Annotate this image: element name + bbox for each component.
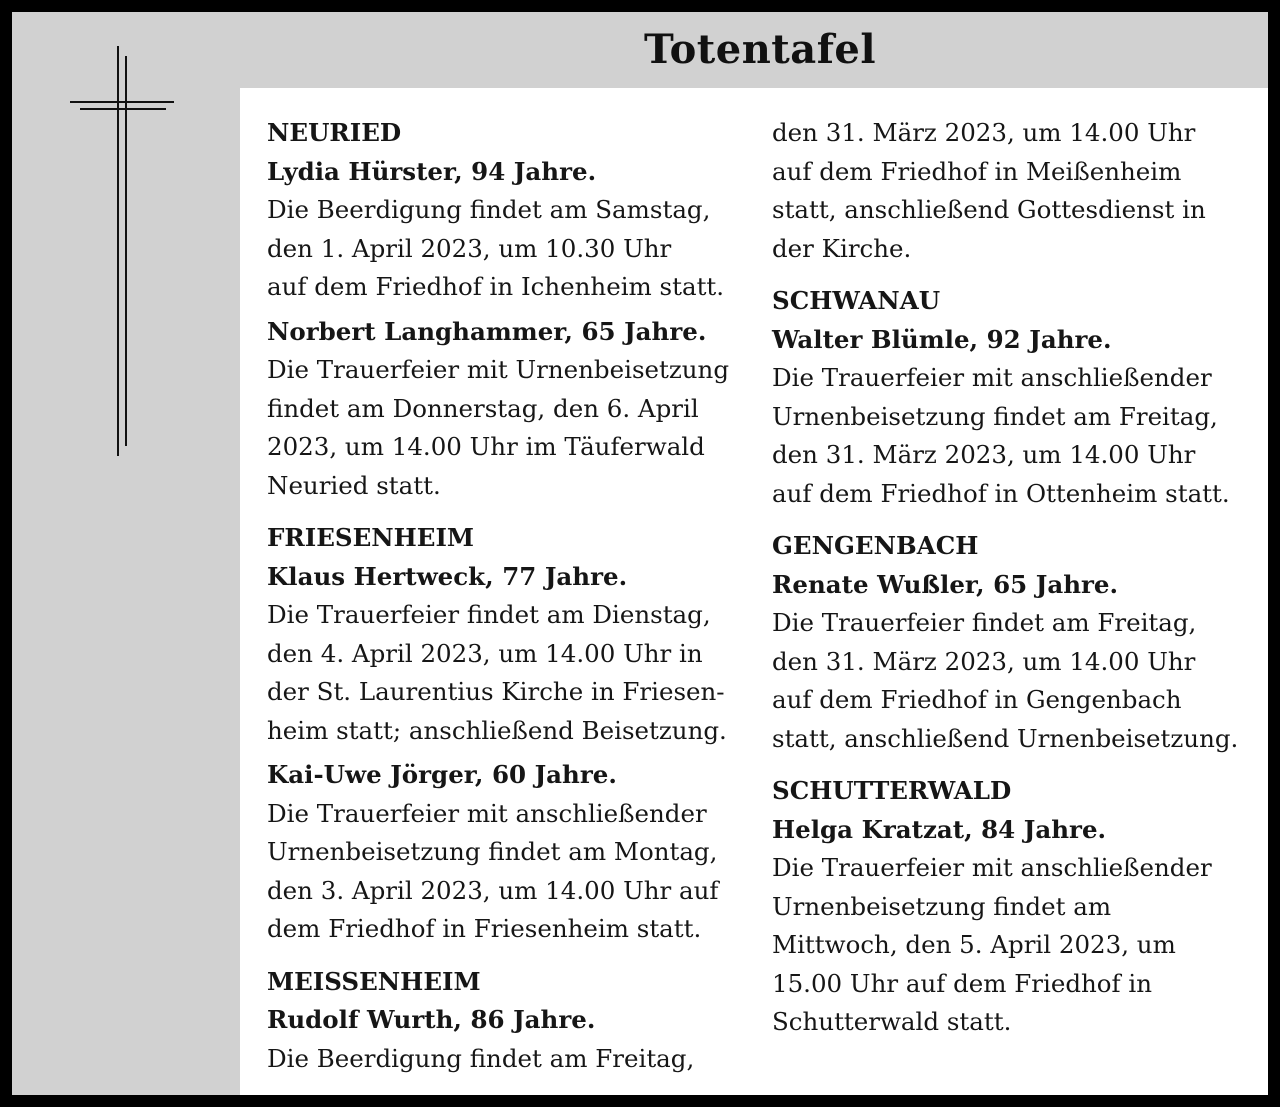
notice-line: statt, anschließend Urnenbeisetzung. bbox=[772, 723, 1239, 753]
notice-line: heim statt; anschließend Beisetzung. bbox=[267, 715, 727, 745]
notice-line: Urnenbeisetzung findet am Montag, bbox=[267, 837, 718, 866]
notice-line: den 3. April 2023, um 14.00 Uhr auf bbox=[267, 875, 719, 905]
notice-line: Die Trauerfeier mit anschließender bbox=[772, 853, 1212, 882]
deceased-name: Lydia Hürster, 94 Jahre. bbox=[267, 156, 597, 186]
notice-line: Mittwoch, den 5. April 2023, um bbox=[772, 930, 1176, 959]
place-heading-schwanau: SCHWANAU bbox=[772, 286, 941, 315]
notice-line: Urnenbeisetzung findet am Freitag, bbox=[772, 401, 1218, 431]
notice-line: auf dem Friedhof in Ichenheim statt. bbox=[267, 272, 725, 301]
cross-icon bbox=[70, 46, 180, 456]
deceased-name: Rudolf Wurth, 86 Jahre. bbox=[267, 1005, 596, 1034]
place-heading-schutterwald: SCHUTTERWALD bbox=[772, 776, 1012, 805]
place-heading-neuried: NEURIED bbox=[267, 118, 402, 147]
deceased-name: Walter Blümle, 92 Jahre. bbox=[772, 324, 1112, 354]
notice-line: den 4. April 2023, um 14.00 Uhr in bbox=[267, 638, 703, 668]
right-column bbox=[772, 114, 1262, 1042]
obituary-board bbox=[12, 12, 1268, 1095]
notice-line: Neuried statt. bbox=[267, 470, 441, 500]
place-heading-meissenheim: MEISSENHEIM bbox=[267, 966, 481, 996]
notice-line: den 31. März 2023, um 14.00 Uhr bbox=[772, 118, 1196, 147]
notice-line: auf dem Friedhof in Ottenheim statt. bbox=[772, 478, 1230, 508]
left-column bbox=[267, 114, 757, 1078]
notice-line: der Kirche. bbox=[772, 233, 912, 263]
notice-line: 15.00 Uhr auf dem Friedhof in bbox=[772, 968, 1153, 998]
notice-line: den 1. April 2023, um 10.30 Uhr bbox=[267, 233, 672, 263]
notice-line: Die Trauerfeier mit Urnenbeisetzung bbox=[267, 355, 730, 384]
notice-line: Die Trauerfeier mit anschließender bbox=[772, 363, 1212, 392]
notice-line: auf dem Friedhof in Meißenheim bbox=[772, 156, 1182, 186]
notice-line: Die Trauerfeier findet am Dienstag, bbox=[267, 600, 711, 629]
deceased-name: Renate Wußler, 65 Jahre. bbox=[772, 569, 1119, 599]
notice-line: den 31. März 2023, um 14.00 Uhr bbox=[772, 440, 1196, 469]
place-heading-friesenheim: FRIESENHEIM bbox=[267, 523, 475, 552]
notice-line: den 31. März 2023, um 14.00 Uhr bbox=[772, 646, 1196, 676]
deceased-name: Norbert Langhammer, 65 Jahre. bbox=[267, 316, 707, 346]
notice-line: Die Beerdigung findet am Freitag, bbox=[267, 1043, 695, 1073]
content-panel bbox=[240, 88, 1268, 1095]
notice-line: der St. Laurentius Kirche in Friesen- bbox=[267, 677, 725, 706]
notice-line: dem Friedhof in Friesenheim statt. bbox=[267, 914, 702, 943]
notice-line: Die Trauerfeier findet am Freitag, bbox=[772, 608, 1197, 637]
notice-line: statt, anschließend Gottesdienst in bbox=[772, 195, 1206, 224]
page-title: Totentafel bbox=[643, 26, 877, 73]
notice-line: Die Beerdigung findet am Samstag, bbox=[267, 195, 711, 224]
notice-line: findet am Donnerstag, den 6. April bbox=[267, 393, 699, 423]
place-heading-gengenbach: GENGENBACH bbox=[772, 531, 979, 560]
deceased-name: Klaus Hertweck, 77 Jahre. bbox=[267, 561, 628, 591]
deceased-name: Kai-Uwe Jörger, 60 Jahre. bbox=[267, 760, 617, 789]
notice-line: Schutterwald statt. bbox=[772, 1007, 1012, 1036]
deceased-name: Helga Kratzat, 84 Jahre. bbox=[772, 814, 1107, 844]
notice-line: Urnenbeisetzung findet am bbox=[772, 891, 1112, 921]
notice-line: auf dem Friedhof in Gengenbach bbox=[772, 685, 1182, 714]
notice-line: Die Trauerfeier mit anschließender bbox=[267, 798, 707, 828]
notice-line: 2023, um 14.00 Uhr im Täuferwald bbox=[267, 432, 705, 461]
